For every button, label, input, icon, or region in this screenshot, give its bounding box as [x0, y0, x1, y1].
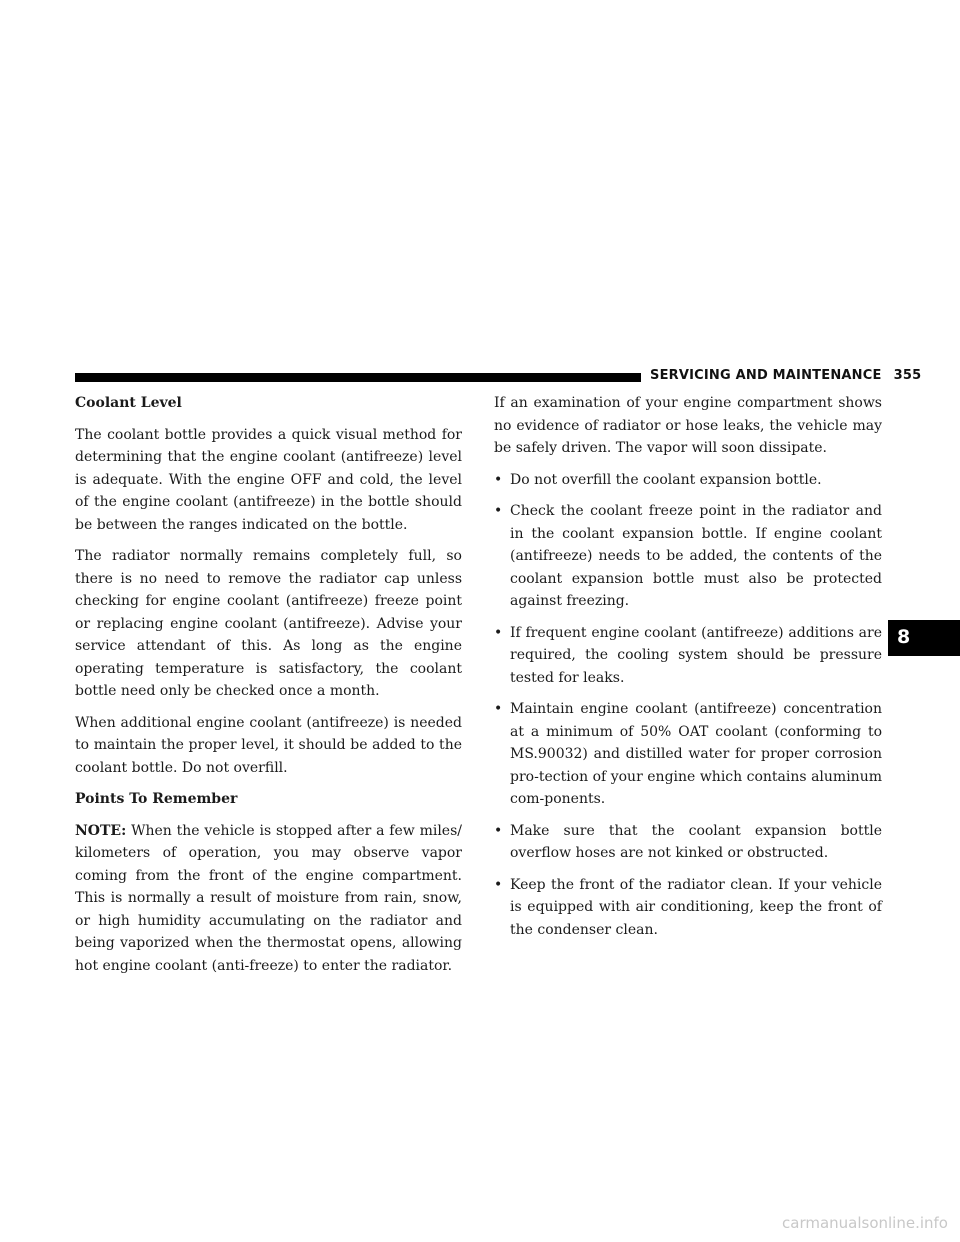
bullet-icon: •: [494, 822, 503, 839]
bullet-icon: •: [494, 471, 503, 488]
list-item: [494, 500, 882, 613]
list-item-text: Keep the front of the radiator clean. If your vehicle is equipped with air conditioning, keep the front of the condenser clean.: [510, 876, 882, 938]
left-column: [75, 392, 462, 986]
bullet-icon: •: [494, 624, 503, 641]
heading-coolant-level: Coolant Level: [75, 395, 182, 411]
maintenance-bullet-list: [494, 469, 882, 942]
paragraph-radiator-full: The radiator normally remains completely full, so there is no need to remove the radiator cap unless checking for engine coolant (antifreeze) freeze point or replacing engine coolant (antifreeze). Advise your service attendant of this. As long as the engine operating temperature is satisfactory, the coolant bottle need only be checked once a month.: [75, 548, 462, 699]
paragraph-examination: If an examination of your engine compartment shows no evidence of radiator or hose leaks, the vehicle may be safely driven. The vapor will soon dissipate.: [494, 395, 882, 456]
note-text: When the vehicle is stopped after a few miles/ kilometers of operation, you may observe vapor coming from the front of the engine compartment. This is normally a result of moisture from rain, snow, or high humidity accumulating on the radiator and being vaporized when the thermostat opens, allowing hot engine coolant (anti-freeze) to enter the radiator.: [75, 822, 462, 974]
running-header: [650, 368, 921, 383]
bullet-icon: •: [494, 503, 503, 519]
heading-points-to-remember: Points To Remember: [75, 791, 238, 807]
list-item-text: Make sure that the coolant expansion bottle overflow hoses are not kinked or obstructed.: [510, 822, 882, 861]
chapter-tab: [888, 620, 960, 656]
chapter-number: 8: [897, 626, 911, 648]
page-number: 355: [893, 368, 922, 383]
list-item: [494, 698, 882, 811]
header-rule: [75, 373, 641, 382]
bullet-icon: •: [494, 701, 503, 717]
list-item: [494, 874, 882, 942]
note-paragraph: [75, 820, 462, 978]
list-item-text: If frequent engine coolant (antifreeze) additions are required, the cooling system should be pressure tested for leaks.: [510, 624, 882, 686]
list-item: [494, 469, 882, 492]
note-label: NOTE:: [75, 822, 127, 839]
list-item: [494, 820, 882, 865]
paragraph-coolant-bottle: The coolant bottle provides a quick visual method for determining that the engine coolant (antifreeze) level is adequate. With the engine OFF and cold, the level of the engine coolant (antifreeze) in the bottle should be between the ranges indicated on the bottle.: [75, 426, 462, 533]
watermark-text: carmanualsonline.info: [782, 1214, 948, 1232]
list-item: [494, 622, 882, 690]
section-title: SERVICING AND MAINTENANCE: [650, 368, 882, 383]
paragraph-additional-coolant: When additional engine coolant (antifreeze) is needed to maintain the proper level, it should be added to the coolant bottle. Do not overfill.: [75, 714, 462, 776]
list-item-text: Maintain engine coolant (antifreeze) concentration at a minimum of 50% OAT coolant (conforming to MS.90032) and distilled water for proper corrosion pro-tection of your engine which contains aluminum com-ponents.: [510, 701, 882, 807]
list-item-text: Do not overfill the coolant expansion bottle.: [510, 471, 822, 488]
bullet-icon: •: [494, 876, 503, 893]
list-item-text: Check the coolant freeze point in the radiator and in the coolant expansion bottle. If engine coolant (antifreeze) needs to be added, the contents of the coolant expansion bottle must also be protected against freezing.: [510, 503, 882, 609]
right-column: [494, 392, 882, 950]
